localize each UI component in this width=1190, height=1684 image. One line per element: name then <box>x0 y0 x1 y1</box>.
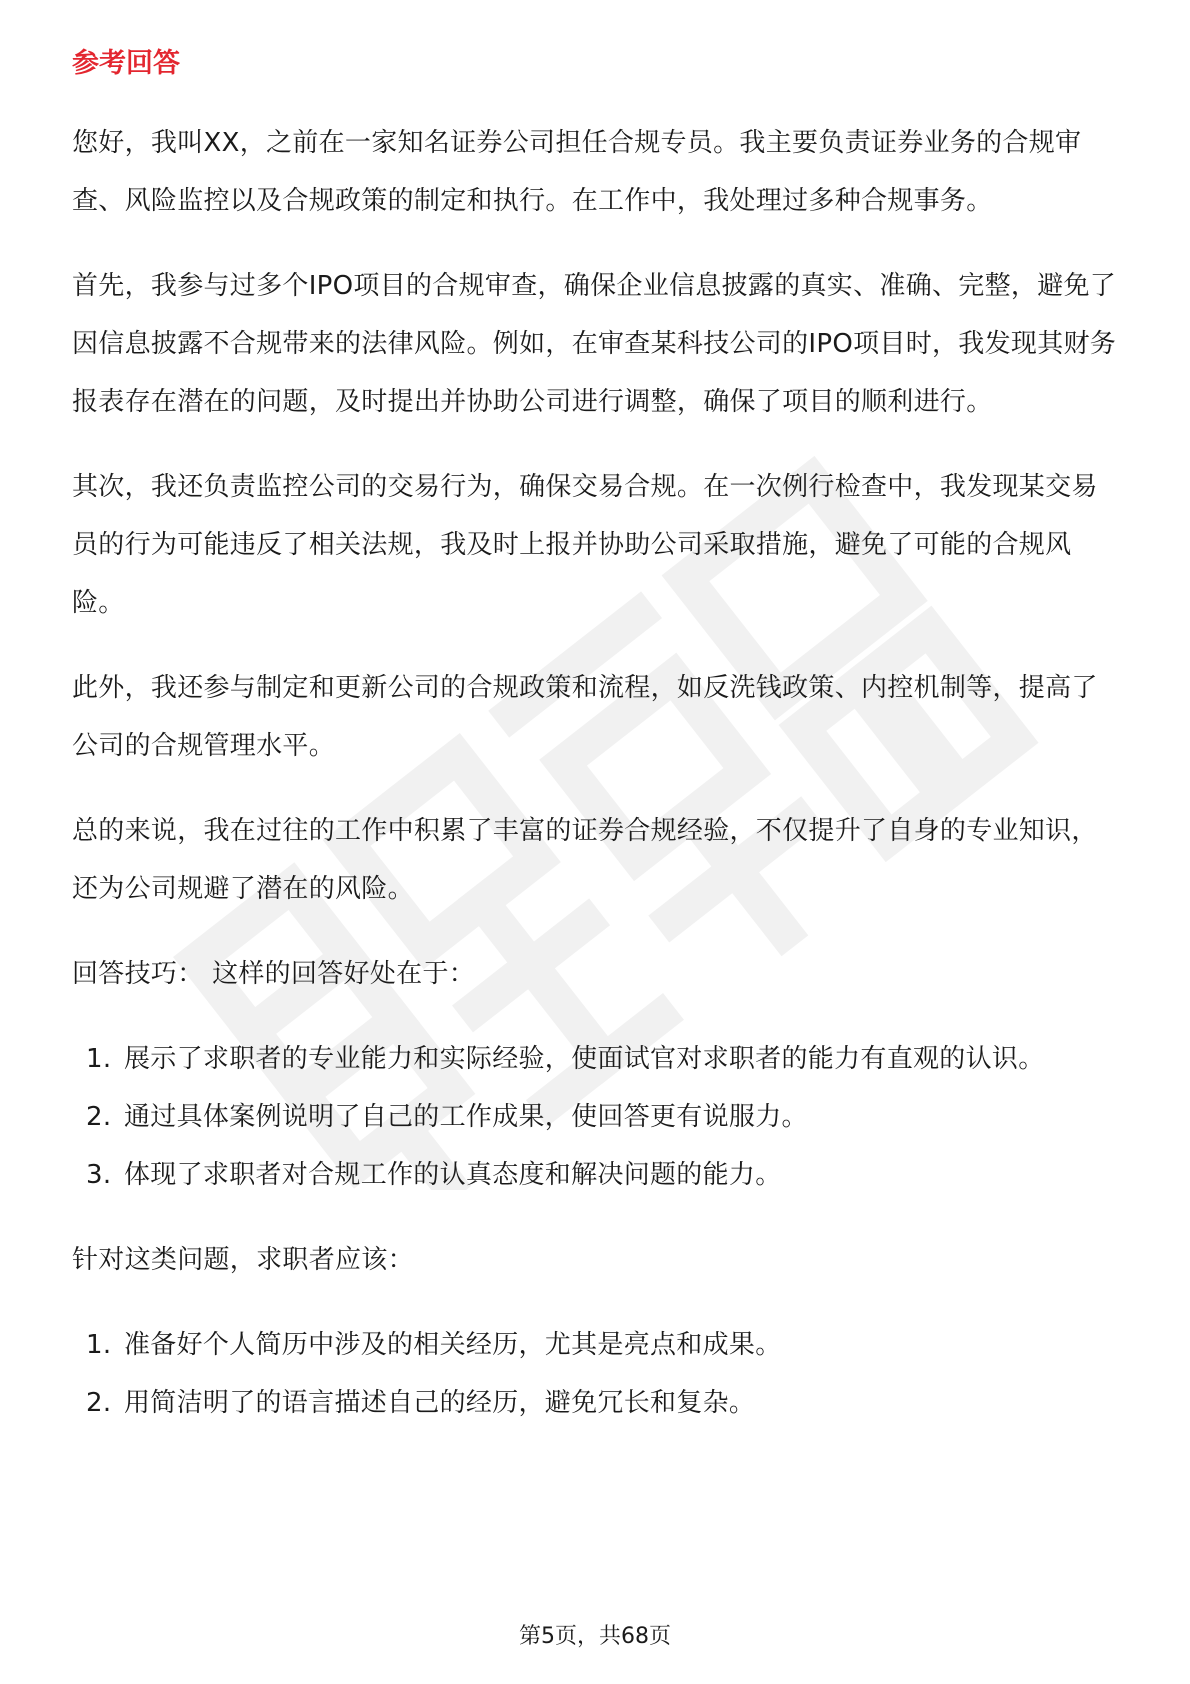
page-number-footer: 第5页，共68页 <box>519 1624 671 1649</box>
section-heading: 参考回答 <box>72 48 180 79</box>
tips-intro: 回答技巧： 这样的回答好处在于： <box>72 959 476 989</box>
list-text: 体现了求职者对合规工作的认真态度和解决问题的能力。 <box>124 1160 782 1190</box>
list-item <box>72 1088 1122 1146</box>
main-content <box>72 44 1122 1459</box>
list-number: 2. <box>86 1102 112 1132</box>
paragraph-summary: 总的来说，我在过往的工作中积累了丰富的证券合规经验，不仅提升了自身的专业知识，还为公司规避了潜在的风险。 <box>72 816 1098 904</box>
list-item <box>72 1146 1122 1204</box>
advice-list <box>72 1316 1122 1432</box>
list-item <box>72 1374 1122 1432</box>
paragraph-trade-monitoring: 其次，我还负责监控公司的交易行为，确保交易合规。在一次例行检查中，我发现某交易员的行为可能违反了相关法规，我及时上报并协助公司采取措施，避免了可能的合规风险。 <box>72 472 1098 618</box>
paragraph-policy: 此外，我还参与制定和更新公司的合规政策和流程，如反洗钱政策、内控机制等，提高了公司的合规管理水平。 <box>72 673 1098 761</box>
tips-list <box>72 1030 1122 1204</box>
paragraph-ipo-review: 首先，我参与过多个IPO项目的合规审查，确保企业信息披露的真实、准确、完整，避免了因信息披露不合规带来的法律风险。例如，在审查某科技公司的IPO项目时，我发现其财务报表存在潜在的问题，及时提出并协助公司进行调整，确保了项目的顺利进行。 <box>72 271 1117 417</box>
list-number: 2. <box>86 1388 112 1418</box>
list-text: 展示了求职者的专业能力和实际经验，使面试官对求职者的能力有直观的认识。 <box>124 1044 1045 1074</box>
paragraph-intro: 您好，我叫XX，之前在一家知名证券公司担任合规专员。我主要负责证券业务的合规审查、风险监控以及合规政策的制定和执行。在工作中，我处理过多种合规事务。 <box>72 128 1082 216</box>
list-text: 用简洁明了的语言描述自己的经历，避免冗长和复杂。 <box>124 1388 756 1418</box>
list-text: 通过具体案例说明了自己的工作成果，使回答更有说服力。 <box>124 1102 808 1132</box>
advice-intro: 针对这类问题，求职者应该： <box>72 1245 414 1275</box>
list-item <box>72 1030 1122 1088</box>
list-item <box>72 1316 1122 1374</box>
list-number: 1. <box>86 1044 112 1074</box>
list-text: 准备好个人简历中涉及的相关经历，尤其是亮点和成果。 <box>124 1330 782 1360</box>
list-number: 1. <box>86 1330 112 1360</box>
list-number: 3. <box>86 1160 112 1190</box>
